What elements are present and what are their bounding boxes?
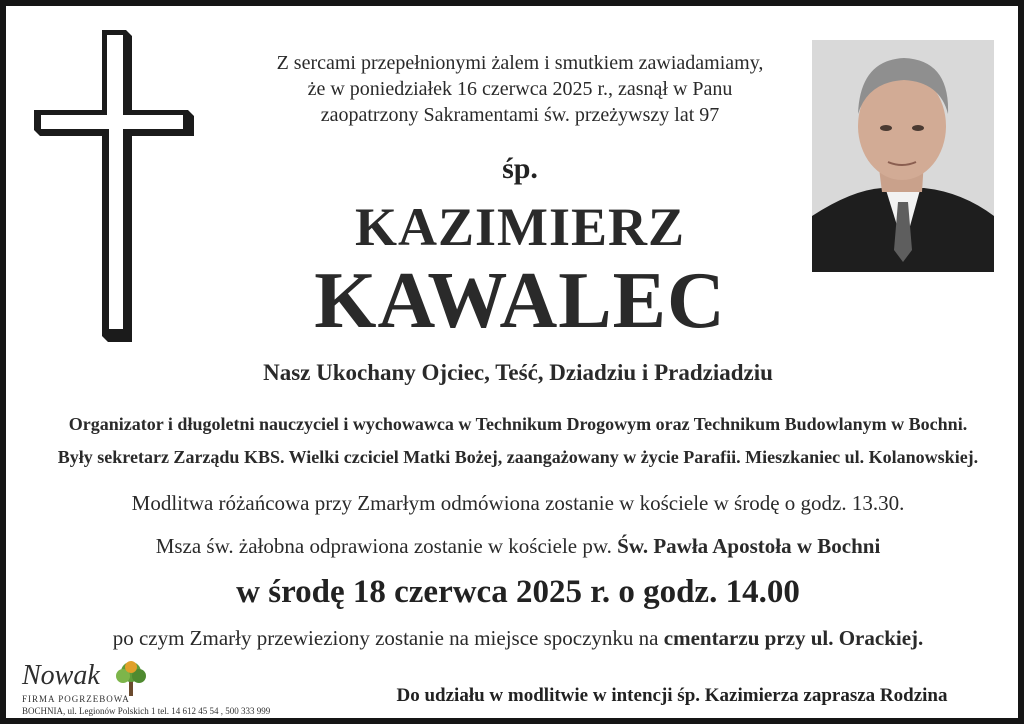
- intro-line: Z sercami przepełnionymi żalem i smutkiem zawiadamiamy,: [276, 52, 764, 74]
- intro-line: zaopatrzony Sakramentami św. przeżywszy lat 97: [320, 104, 720, 126]
- mass-text: Msza św. żałobna odprawiona zostanie w kościele pw.: [155, 534, 612, 558]
- last-name: KAWALEC: [314, 257, 726, 345]
- intro-line: że w poniedziałek 16 czerwca 2025 r., zasnął w Panu: [307, 78, 733, 100]
- burial-info: [6, 626, 1024, 651]
- prefix-label: śp.: [502, 152, 538, 185]
- invitation-line: Do udziału w modlitwie w intencji śp. Kazimierza zaprasza Rodzina: [396, 685, 948, 706]
- cross-icon: [28, 26, 200, 344]
- funeral-home-address: BOCHNIA, ul. Legionów Polskich 1 tel. 14 612 45 54 , 500 333 999: [22, 706, 271, 716]
- mass-info: [6, 534, 1024, 559]
- first-name: KAZIMIERZ: [354, 197, 686, 257]
- biography: [6, 408, 1024, 474]
- funeral-home-logo: [16, 660, 338, 720]
- burial-text: po czym Zmarły przewieziony zostanie na miejsce spoczynku na: [112, 626, 659, 650]
- announcement-intro: [264, 50, 776, 128]
- funeral-home-subtitle: FIRMA POGRZEBOWA: [22, 694, 130, 704]
- bio-line: Były sekretarz Zarządu KBS. Wielki czciciel Matki Bożej, zaangażowany w życie Parafii. Mieszkaniec ul. Kolanowskiej.: [57, 447, 979, 467]
- mass-church: Św. Pawła Apostoła w Bochni: [617, 534, 881, 558]
- relation-line: Nasz Ukochany Ojciec, Teść, Dziadziu i Pradziadziu: [263, 360, 773, 385]
- burial-place: cmentarzu przy ul. Orackiej.: [663, 626, 924, 650]
- rosary-info: Modlitwa różańcowa przy Zmarłym odmówiona zostanie w kościele w środę o godz. 13.30.: [131, 491, 905, 515]
- bio-line: Organizator i długoletni nauczyciel i wychowawca w Technikum Drogowym oraz Technikum Budowlanym w Bochni.: [68, 414, 968, 434]
- mass-datetime: w środę 18 czerwca 2025 r. o godz. 14.00: [236, 574, 800, 610]
- tree-icon: [114, 660, 148, 696]
- portrait-photo: [812, 40, 994, 272]
- funeral-home-name: Nowak: [22, 660, 100, 691]
